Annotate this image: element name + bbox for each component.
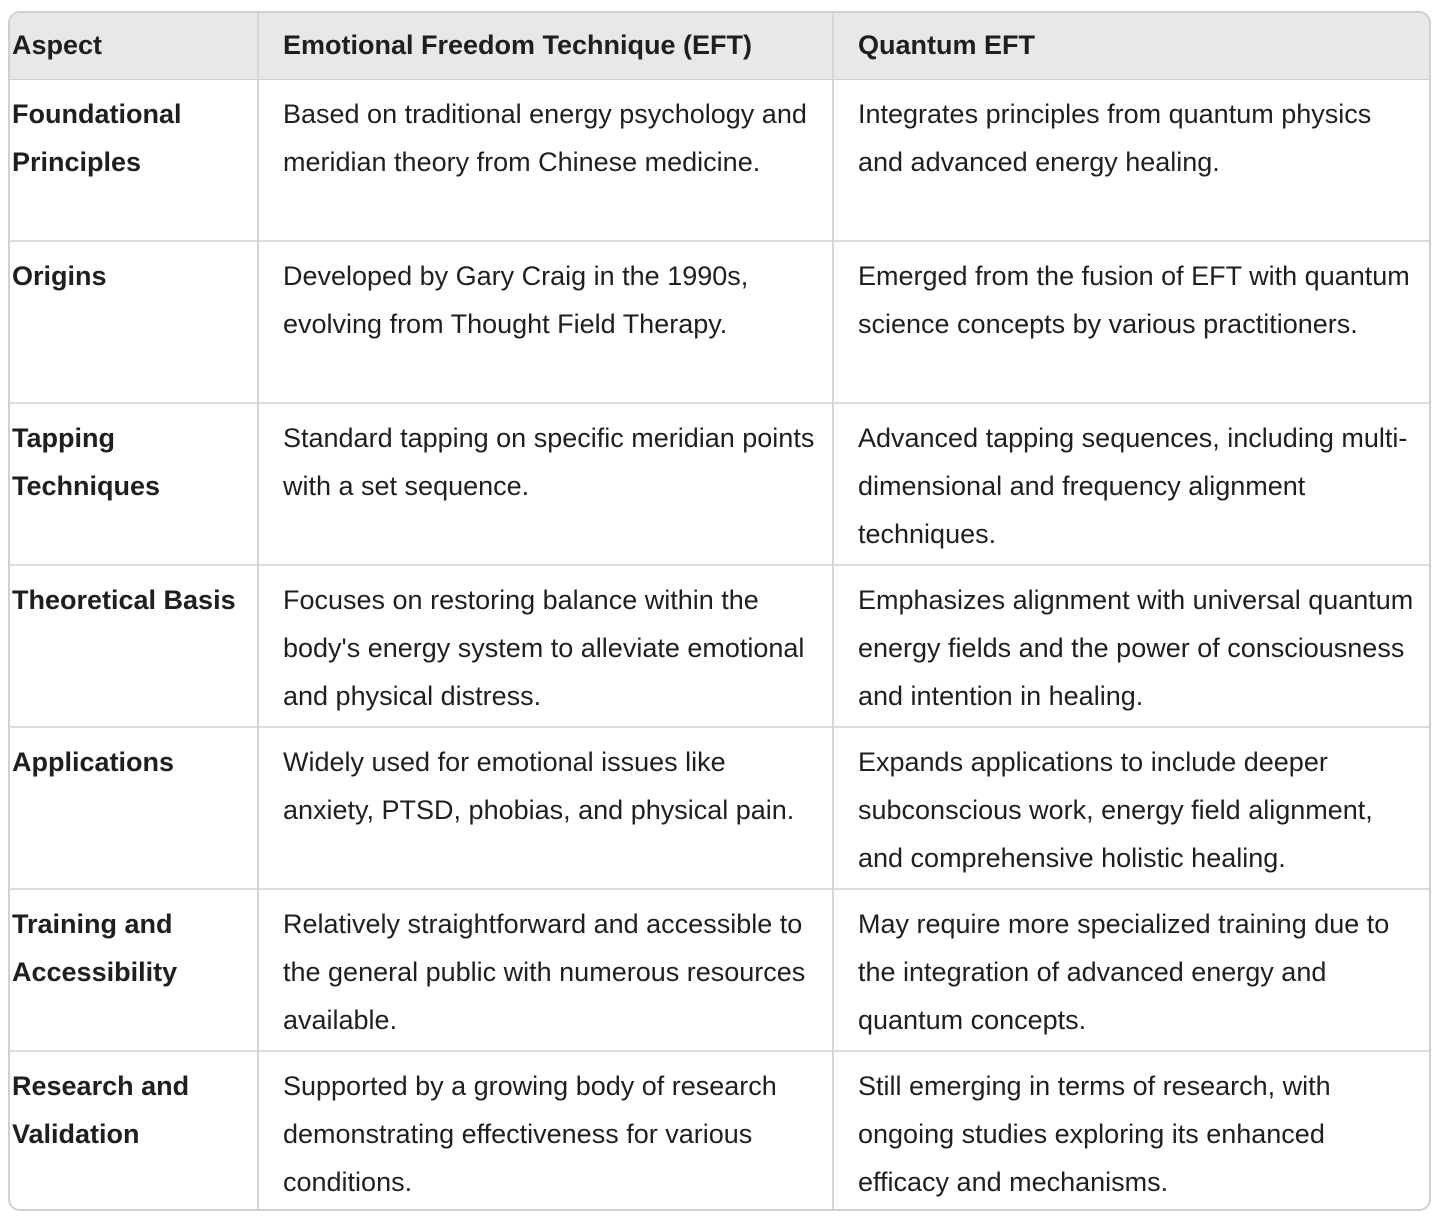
cell-aspect: Research and Validation <box>10 1051 258 1211</box>
comparison-table <box>10 13 1429 1211</box>
table-row <box>10 403 1429 565</box>
cell-eft: Focuses on restoring balance within the body's energy system to alleviate emotional and physical distress. <box>258 565 833 727</box>
cell-quantum-eft: Still emerging in terms of research, with ongoing studies exploring its enhanced efficacy and mechanisms. <box>833 1051 1429 1211</box>
cell-quantum-eft: Integrates principles from quantum physics and advanced energy healing. <box>833 79 1429 241</box>
cell-aspect: Theoretical Basis <box>10 565 258 727</box>
header-eft: Emotional Freedom Technique (EFT) <box>258 13 833 79</box>
table-row <box>10 1051 1429 1211</box>
comparison-table-container <box>8 11 1431 1211</box>
cell-aspect: Tapping Techniques <box>10 403 258 565</box>
cell-quantum-eft: Expands applications to include deeper subconscious work, energy field alignment, and comprehensive holistic healing. <box>833 727 1429 889</box>
header-row <box>10 13 1429 79</box>
cell-quantum-eft: May require more specialized training due to the integration of advanced energy and quantum concepts. <box>833 889 1429 1051</box>
cell-aspect: Applications <box>10 727 258 889</box>
cell-eft: Based on traditional energy psychology and meridian theory from Chinese medicine. <box>258 79 833 241</box>
table-row <box>10 727 1429 889</box>
table-row <box>10 889 1429 1051</box>
cell-aspect: Training and Accessibility <box>10 889 258 1051</box>
table-row <box>10 565 1429 727</box>
cell-eft: Supported by a growing body of research demonstrating effectiveness for various conditions. <box>258 1051 833 1211</box>
cell-eft: Developed by Gary Craig in the 1990s, evolving from Thought Field Therapy. <box>258 241 833 403</box>
header-quantum-eft: Quantum EFT <box>833 13 1429 79</box>
cell-aspect: Origins <box>10 241 258 403</box>
cell-quantum-eft: Emphasizes alignment with universal quantum energy fields and the power of consciousness and intention in healing. <box>833 565 1429 727</box>
table-body <box>10 79 1429 1211</box>
cell-quantum-eft: Emerged from the fusion of EFT with quantum science concepts by various practitioners. <box>833 241 1429 403</box>
table-row <box>10 241 1429 403</box>
header-aspect: Aspect <box>10 13 258 79</box>
table-header <box>10 13 1429 79</box>
cell-aspect: Foundational Principles <box>12 98 182 177</box>
cell-quantum-eft: Advanced tapping sequences, including multi-dimensional and frequency alignment techniques. <box>833 403 1429 565</box>
cell-eft: Relatively straightforward and accessible to the general public with numerous resources available. <box>258 889 833 1051</box>
table-row <box>10 79 1429 241</box>
cell-eft: Standard tapping on specific meridian points with a set sequence. <box>258 403 833 565</box>
cell-eft: Widely used for emotional issues like anxiety, PTSD, phobias, and physical pain. <box>258 727 833 889</box>
